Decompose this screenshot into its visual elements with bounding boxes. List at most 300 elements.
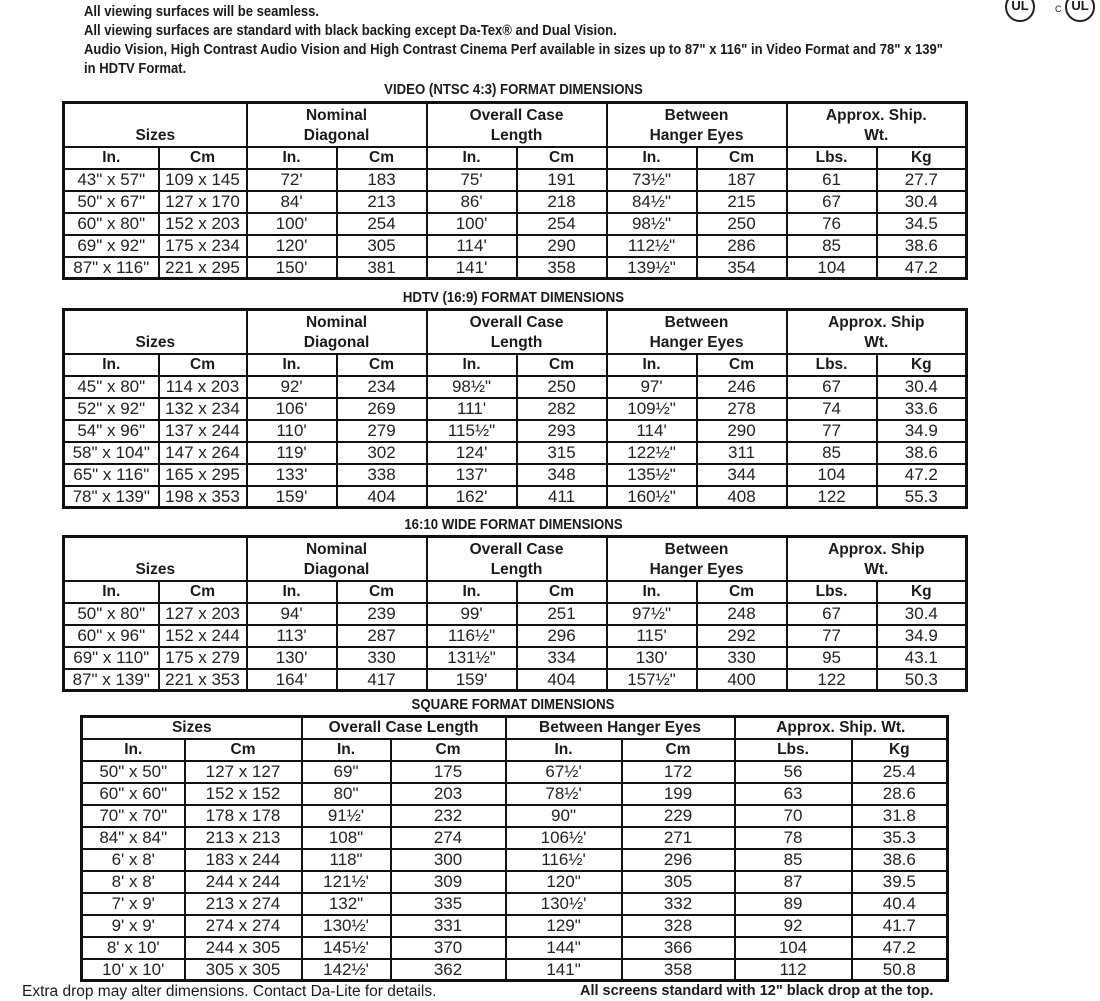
col-overall-case-length: Overall Case Length — [427, 537, 607, 581]
table-cell: 239 — [337, 603, 427, 625]
table-cell: 89 — [735, 893, 852, 915]
table-cell: 114' — [607, 420, 697, 442]
table-row — [82, 915, 948, 937]
unit-cm: Cm — [159, 354, 247, 376]
table-cell: 315 — [517, 442, 607, 464]
table-cell: 27.7 — [877, 169, 967, 191]
table-cell: 404 — [517, 669, 607, 691]
table-cell: 8' x 10' — [82, 937, 185, 959]
unit-kg: Kg — [852, 739, 948, 761]
table-cell: 35.3 — [852, 827, 948, 849]
table-cell: 84" x 84" — [82, 827, 185, 849]
table-cell: 175 x 279 — [159, 647, 247, 669]
table-cell: 92' — [247, 376, 337, 398]
unit-in: In. — [302, 739, 391, 761]
table-row — [82, 805, 948, 827]
table-cell: 50" x 67" — [64, 191, 159, 213]
table-cell: 60" x 60" — [82, 783, 185, 805]
table-cell: 172 — [622, 761, 735, 783]
table-cell: 290 — [517, 235, 607, 257]
table-cell: 116½' — [506, 849, 622, 871]
table-row — [64, 625, 967, 647]
unit-in: In. — [247, 354, 337, 376]
table-cell: 248 — [697, 603, 787, 625]
col-approx-ship-wt: Approx. Ship Wt. — [787, 310, 967, 354]
table-cell: 234 — [337, 376, 427, 398]
unit-in: In. — [427, 147, 517, 169]
table-cell: 67 — [787, 603, 877, 625]
notes-block — [84, 3, 984, 79]
hdtv-format-table — [62, 308, 968, 509]
table-cell: 246 — [697, 376, 787, 398]
note-line: in HDTV Format. — [84, 61, 187, 77]
table-row — [64, 169, 967, 191]
note-line: All viewing surfaces are standard with black backing except Da-Tex® and Dual Vision. — [84, 23, 617, 39]
table-cell: 244 x 305 — [185, 937, 302, 959]
table-cell: 38.6 — [877, 442, 967, 464]
unit-lbs: Lbs. — [787, 147, 877, 169]
table-cell: 137 x 244 — [159, 420, 247, 442]
table-cell: 213 x 274 — [185, 893, 302, 915]
table-cell: 269 — [337, 398, 427, 420]
table-cell: 127 x 203 — [159, 603, 247, 625]
table-cell: 127 x 127 — [185, 761, 302, 783]
table-cell: 137' — [427, 464, 517, 486]
table-cell: 150' — [247, 257, 337, 279]
table-row — [64, 603, 967, 625]
unit-lbs: Lbs. — [735, 739, 852, 761]
table-cell: 279 — [337, 420, 427, 442]
table-cell: 113' — [247, 625, 337, 647]
table-cell: 135½" — [607, 464, 697, 486]
table-cell: 330 — [337, 647, 427, 669]
table-cell: 302 — [337, 442, 427, 464]
table-cell: 282 — [517, 398, 607, 420]
table-cell: 152 x 152 — [185, 783, 302, 805]
table-cell: 408 — [697, 486, 787, 508]
table-cell: 38.6 — [852, 849, 948, 871]
table-cell: 215 — [697, 191, 787, 213]
table-cell: 287 — [337, 625, 427, 647]
c-mark: C — [1055, 4, 1062, 14]
table-cell: 145½' — [302, 937, 391, 959]
table-cell: 130½' — [506, 893, 622, 915]
table-cell: 85 — [787, 442, 877, 464]
table-cell: 98½" — [607, 213, 697, 235]
video-table-title: VIDEO (NTSC 4:3) FORMAT DIMENSIONS — [384, 81, 643, 98]
table-cell: 109 x 145 — [159, 169, 247, 191]
table-cell: 54" x 96" — [64, 420, 159, 442]
table-row — [64, 464, 967, 486]
table-cell: 305 x 305 — [185, 959, 302, 981]
table-cell: 99' — [427, 603, 517, 625]
table-cell: 331 — [391, 915, 506, 937]
unit-in: In. — [247, 147, 337, 169]
unit-in: In. — [607, 147, 697, 169]
table-cell: 52" x 92" — [64, 398, 159, 420]
table-cell: 124' — [427, 442, 517, 464]
table-cell: 142½' — [302, 959, 391, 981]
table-cell: 72' — [247, 169, 337, 191]
unit-header-row — [64, 581, 967, 603]
table-cell: 67 — [787, 191, 877, 213]
table-cell: 159' — [247, 486, 337, 508]
note-line: All viewing surfaces will be seamless. — [84, 4, 320, 20]
unit-header-row — [64, 354, 967, 376]
table-cell: 187 — [697, 169, 787, 191]
table-cell: 30.4 — [877, 376, 967, 398]
table-cell: 8' x 8' — [82, 871, 185, 893]
col-nominal-diagonal: Nominal Diagonal — [247, 103, 427, 147]
table-cell: 7' x 9' — [82, 893, 185, 915]
table-cell: 381 — [337, 257, 427, 279]
table-cell: 85 — [787, 235, 877, 257]
table-cell: 47.2 — [877, 464, 967, 486]
unit-header-row — [82, 739, 948, 761]
unit-header-row — [64, 147, 967, 169]
table-cell: 120' — [247, 235, 337, 257]
table-cell: 73½" — [607, 169, 697, 191]
table-cell: 78" x 139" — [64, 486, 159, 508]
square-table-title: SQUARE FORMAT DIMENSIONS — [411, 696, 615, 713]
table-cell: 271 — [622, 827, 735, 849]
table-cell: 332 — [622, 893, 735, 915]
table-cell: 191 — [517, 169, 607, 191]
table-cell: 311 — [697, 442, 787, 464]
table-cell: 130½' — [302, 915, 391, 937]
table-cell: 132 x 234 — [159, 398, 247, 420]
col-approx-ship-wt: Approx. Ship Wt. — [787, 537, 967, 581]
table-cell: 130' — [247, 647, 337, 669]
table-cell: 232 — [391, 805, 506, 827]
col-nominal-diagonal: Nominal Diagonal — [247, 310, 427, 354]
table-row — [82, 827, 948, 849]
table-cell: 50.3 — [877, 669, 967, 691]
table-cell: 10' x 10' — [82, 959, 185, 981]
table-cell: 141" — [506, 959, 622, 981]
table-row — [64, 420, 967, 442]
table-cell: 104 — [787, 464, 877, 486]
table-cell: 348 — [517, 464, 607, 486]
table-cell: 58" x 104" — [64, 442, 159, 464]
note-line: Audio Vision, High Contrast Audio Vision and High Contrast Cinema Perf available in sizes up to 87" x 116" in Video Format and 78" x 139" — [84, 42, 943, 58]
table-row — [64, 442, 967, 464]
col-sizes: Sizes — [64, 310, 247, 354]
table-row — [82, 893, 948, 915]
table-cell: 60" x 80" — [64, 213, 159, 235]
table-cell: 221 x 295 — [159, 257, 247, 279]
table-cell: 221 x 353 — [159, 669, 247, 691]
table-cell: 120" — [506, 871, 622, 893]
table-cell: 199 — [622, 783, 735, 805]
table-cell: 70" x 70" — [82, 805, 185, 827]
table-cell: 76 — [787, 213, 877, 235]
table-cell: 97½" — [607, 603, 697, 625]
hdtv-table-title: HDTV (16:9) FORMAT DIMENSIONS — [402, 289, 625, 306]
table-cell: 55.3 — [877, 486, 967, 508]
table-cell: 40.4 — [852, 893, 948, 915]
table-cell: 139½" — [607, 257, 697, 279]
table-cell: 218 — [517, 191, 607, 213]
table-cell: 144" — [506, 937, 622, 959]
col-between-hanger-eyes: Between Hanger Eyes — [607, 103, 787, 147]
col-between-hanger-eyes: Between Hanger Eyes — [506, 717, 735, 739]
unit-cm: Cm — [517, 581, 607, 603]
unit-lbs: Lbs. — [787, 354, 877, 376]
table-cell: 159' — [427, 669, 517, 691]
col-sizes: Sizes — [82, 717, 302, 739]
table-cell: 152 x 244 — [159, 625, 247, 647]
table-cell: 77 — [787, 625, 877, 647]
table-cell: 28.6 — [852, 783, 948, 805]
table-cell: 70 — [735, 805, 852, 827]
table-cell: 362 — [391, 959, 506, 981]
col-overall-case-length: Overall Case Length — [427, 310, 607, 354]
table-cell: 121½' — [302, 871, 391, 893]
unit-cm: Cm — [517, 354, 607, 376]
table-cell: 77 — [787, 420, 877, 442]
table-cell: 344 — [697, 464, 787, 486]
table-cell: 114' — [427, 235, 517, 257]
table-cell: 92 — [735, 915, 852, 937]
unit-in: In. — [64, 581, 159, 603]
table-cell: 366 — [622, 937, 735, 959]
unit-cm: Cm — [697, 581, 787, 603]
unit-cm: Cm — [697, 147, 787, 169]
table-cell: 75' — [427, 169, 517, 191]
table-cell: 254 — [517, 213, 607, 235]
table-cell: 39.5 — [852, 871, 948, 893]
table-cell: 34.9 — [877, 420, 967, 442]
col-between-hanger-eyes: Between Hanger Eyes — [607, 310, 787, 354]
table-cell: 251 — [517, 603, 607, 625]
table-cell: 131½" — [427, 647, 517, 669]
table-row — [82, 761, 948, 783]
table-cell: 112½" — [607, 235, 697, 257]
table-cell: 292 — [697, 625, 787, 647]
table-cell: 290 — [697, 420, 787, 442]
table-cell: 152 x 203 — [159, 213, 247, 235]
wide-format-table — [62, 535, 968, 692]
table-cell: 47.2 — [852, 937, 948, 959]
table-cell: 104 — [735, 937, 852, 959]
table-cell: 100' — [247, 213, 337, 235]
table-cell: 86' — [427, 191, 517, 213]
table-cell: 213 — [337, 191, 427, 213]
table-cell: 370 — [391, 937, 506, 959]
col-sizes: Sizes — [64, 103, 247, 147]
unit-in: In. — [82, 739, 185, 761]
unit-cm: Cm — [337, 147, 427, 169]
unit-cm: Cm — [185, 739, 302, 761]
table-cell: 122½" — [607, 442, 697, 464]
table-cell: 178 x 178 — [185, 805, 302, 827]
table-cell: 250 — [517, 376, 607, 398]
table-cell: 358 — [517, 257, 607, 279]
table-cell: 110' — [247, 420, 337, 442]
col-overall-case-length: Overall Case Length — [302, 717, 506, 739]
table-cell: 119' — [247, 442, 337, 464]
table-cell: 43.1 — [877, 647, 967, 669]
table-cell: 404 — [337, 486, 427, 508]
table-cell: 157½" — [607, 669, 697, 691]
table-cell: 114 x 203 — [159, 376, 247, 398]
unit-in: In. — [64, 354, 159, 376]
table-cell: 147 x 264 — [159, 442, 247, 464]
unit-cm: Cm — [337, 581, 427, 603]
unit-kg: Kg — [877, 147, 967, 169]
table-cell: 112 — [735, 959, 852, 981]
col-approx-ship-wt: Approx. Ship. Wt. — [787, 103, 967, 147]
table-cell: 97' — [607, 376, 697, 398]
table-cell: 50.8 — [852, 959, 948, 981]
table-row — [64, 257, 967, 279]
table-row — [64, 235, 967, 257]
unit-in: In. — [607, 581, 697, 603]
table-cell: 104 — [787, 257, 877, 279]
table-cell: 108" — [302, 827, 391, 849]
table-cell: 38.6 — [877, 235, 967, 257]
table-cell: 94' — [247, 603, 337, 625]
col-approx-ship-wt: Approx. Ship. Wt. — [735, 717, 948, 739]
unit-in: In. — [427, 581, 517, 603]
table-cell: 354 — [697, 257, 787, 279]
table-cell: 100' — [427, 213, 517, 235]
table-cell: 183 x 244 — [185, 849, 302, 871]
table-cell: 111' — [427, 398, 517, 420]
table-cell: 162' — [427, 486, 517, 508]
table-cell: 30.4 — [877, 191, 967, 213]
table-row — [64, 191, 967, 213]
table-cell: 133' — [247, 464, 337, 486]
table-cell: 244 x 244 — [185, 871, 302, 893]
table-cell: 400 — [697, 669, 787, 691]
unit-cm: Cm — [159, 147, 247, 169]
table-cell: 296 — [622, 849, 735, 871]
table-cell: 334 — [517, 647, 607, 669]
table-cell: 80" — [302, 783, 391, 805]
table-cell: 50" x 80" — [64, 603, 159, 625]
table-cell: 274 — [391, 827, 506, 849]
table-row — [82, 783, 948, 805]
table-cell: 50" x 50" — [82, 761, 185, 783]
table-row — [64, 647, 967, 669]
table-cell: 41.7 — [852, 915, 948, 937]
table-cell: 183 — [337, 169, 427, 191]
table-cell: 229 — [622, 805, 735, 827]
table-cell: 69" x 110" — [64, 647, 159, 669]
unit-in: In. — [607, 354, 697, 376]
table-row — [64, 213, 967, 235]
table-cell: 91½' — [302, 805, 391, 827]
table-cell: 335 — [391, 893, 506, 915]
col-overall-case-length: Overall Case Length — [427, 103, 607, 147]
table-cell: 65" x 116" — [64, 464, 159, 486]
table-cell: 175 x 234 — [159, 235, 247, 257]
table-cell: 31.8 — [852, 805, 948, 827]
table-cell: 115½" — [427, 420, 517, 442]
footer-note-left: Extra drop may alter dimensions. Contact Da-Lite for details. — [22, 983, 437, 1000]
square-format-table — [80, 715, 949, 982]
table-cell: 296 — [517, 625, 607, 647]
table-row — [64, 486, 967, 508]
table-cell: 106' — [247, 398, 337, 420]
table-cell: 254 — [337, 213, 427, 235]
footer-note-right: All screens standard with 12" black drop at the top. — [580, 983, 934, 999]
certification-logos — [1005, 0, 1100, 22]
table-cell: 118" — [302, 849, 391, 871]
table-cell: 309 — [391, 871, 506, 893]
cul-logo-icon: UL — [1065, 0, 1095, 22]
table-cell: 175 — [391, 761, 506, 783]
table-cell: 213 x 213 — [185, 827, 302, 849]
table-cell: 84' — [247, 191, 337, 213]
table-cell: 160½" — [607, 486, 697, 508]
table-cell: 129" — [506, 915, 622, 937]
col-between-hanger-eyes: Between Hanger Eyes — [607, 537, 787, 581]
unit-in: In. — [64, 147, 159, 169]
table-cell: 286 — [697, 235, 787, 257]
table-cell: 278 — [697, 398, 787, 420]
table-row — [82, 937, 948, 959]
unit-in: In. — [427, 354, 517, 376]
ul-logo-icon: UL — [1005, 0, 1035, 22]
table-cell: 34.5 — [877, 213, 967, 235]
table-cell: 95 — [787, 647, 877, 669]
unit-in: In. — [247, 581, 337, 603]
table-row — [64, 398, 967, 420]
unit-in: In. — [506, 739, 622, 761]
unit-cm: Cm — [159, 581, 247, 603]
table-cell: 6' x 8' — [82, 849, 185, 871]
table-cell: 84½" — [607, 191, 697, 213]
table-cell: 34.9 — [877, 625, 967, 647]
unit-kg: Kg — [877, 354, 967, 376]
table-cell: 127 x 170 — [159, 191, 247, 213]
table-cell: 132" — [302, 893, 391, 915]
table-cell: 198 x 353 — [159, 486, 247, 508]
table-cell: 109½" — [607, 398, 697, 420]
table-cell: 417 — [337, 669, 427, 691]
table-cell: 67½' — [506, 761, 622, 783]
unit-cm: Cm — [391, 739, 506, 761]
table-cell: 165 x 295 — [159, 464, 247, 486]
table-cell: 78½' — [506, 783, 622, 805]
table-cell: 305 — [337, 235, 427, 257]
table-cell: 78 — [735, 827, 852, 849]
table-cell: 338 — [337, 464, 427, 486]
table-cell: 85 — [735, 849, 852, 871]
table-cell: 164' — [247, 669, 337, 691]
unit-kg: Kg — [877, 581, 967, 603]
table-cell: 87 — [735, 871, 852, 893]
table-cell: 122 — [787, 669, 877, 691]
table-cell: 45" x 80" — [64, 376, 159, 398]
table-cell: 116½" — [427, 625, 517, 647]
table-row — [82, 871, 948, 893]
table-cell: 25.4 — [852, 761, 948, 783]
table-cell: 305 — [622, 871, 735, 893]
table-cell: 130' — [607, 647, 697, 669]
table-cell: 300 — [391, 849, 506, 871]
table-row — [64, 669, 967, 691]
table-cell: 274 x 274 — [185, 915, 302, 937]
table-cell: 90" — [506, 805, 622, 827]
table-cell: 115' — [607, 625, 697, 647]
table-cell: 328 — [622, 915, 735, 937]
wide-table-title: 16:10 WIDE FORMAT DIMENSIONS — [404, 516, 623, 533]
table-row — [82, 849, 948, 871]
